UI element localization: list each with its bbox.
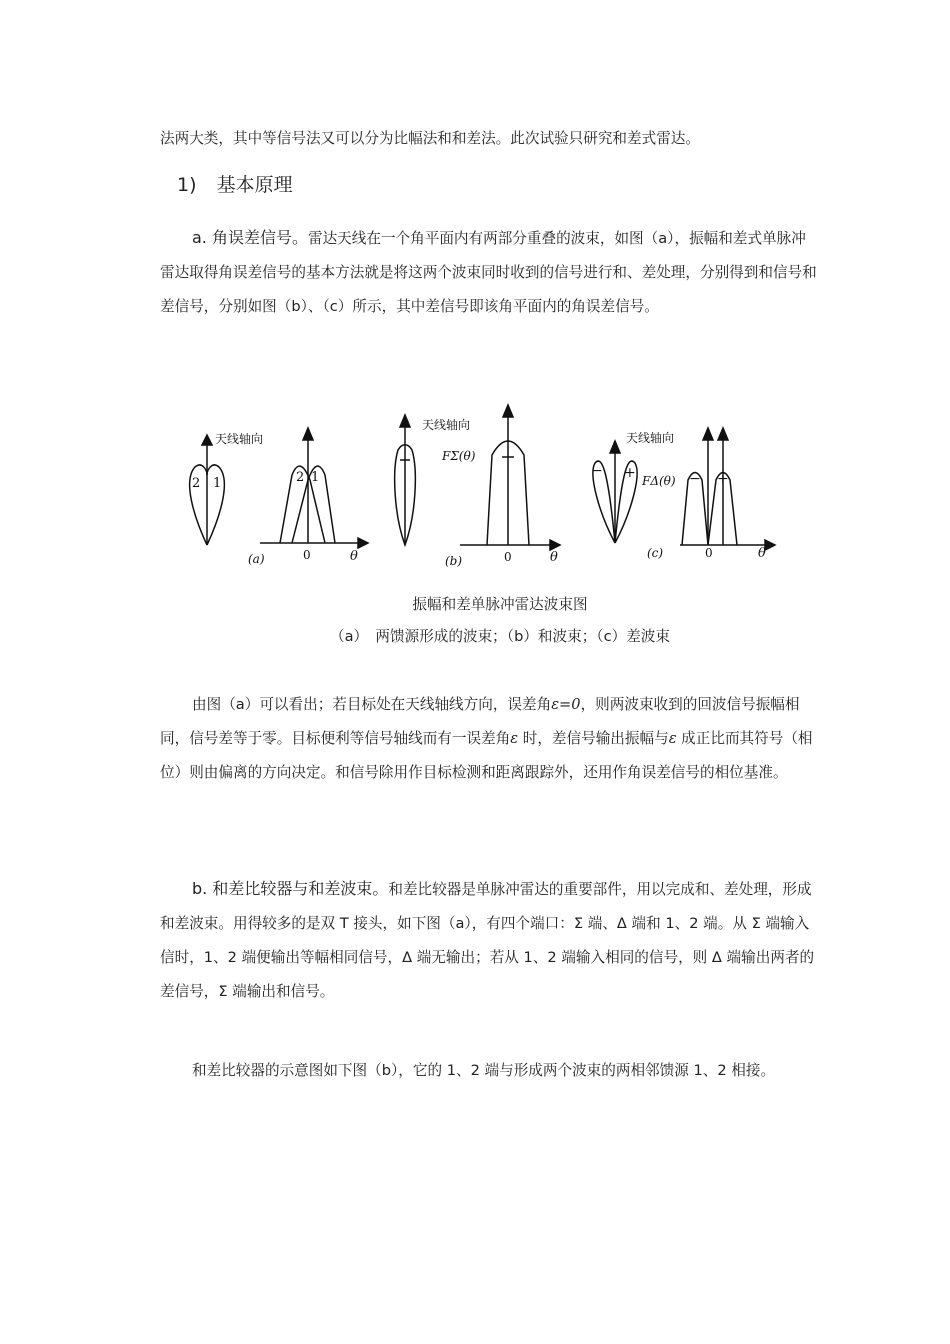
axis-label-a: 天线轴向 — [215, 432, 264, 446]
paragraph-body: 和差比较器是单脉冲雷达的重要部件，用以完成和、差处理，形成和差波束。用得较多的是双 T 接头，如下图（a），有四个端口：Σ 端、Δ 端和 1、2 端。从 Σ 端输入信时，1、2 端便输出等幅相同信号，Δ 端无输出；若从 1、2 端输入相同的信号，则 Δ 端输出两者的差信号，Σ 端输出和信号。 — [160, 881, 815, 1000]
zero-label-b: 0 — [504, 550, 512, 564]
axis-label-b: 天线轴向 — [422, 418, 471, 432]
intro-paragraph: 法两大类，其中等信号法又可以分为比幅法和和差法。此次试验只研究和差式雷达。 — [160, 130, 700, 147]
sum-function-label: FΣ(θ) — [442, 449, 476, 463]
paragraph-comparator — [160, 872, 820, 1009]
theta-label-b: θ — [550, 550, 558, 565]
paragraph-schematic: 和差比较器的示意图如下图（b），它的 1、2 端与形成两个波束的两相邻馈源 1、2 相接。 — [192, 1062, 776, 1079]
text-segment: ，则两波束收到的回波信号振幅相同，信号差等于零。目标便利等信号轴线而有一误差角 — [160, 696, 800, 747]
symbol-epsilon: ε — [510, 730, 519, 747]
minus-sign-graph: − — [689, 471, 701, 487]
graph-lobe-label-2: 2 — [296, 470, 305, 485]
axis-label-c: 天线轴向 — [626, 431, 675, 445]
theta-label-c: θ — [758, 546, 766, 561]
figure-caption-title: 振幅和差单脉冲雷达波束图 — [412, 596, 588, 613]
lobe-label-2: 2 — [192, 476, 201, 491]
minus-sign-antenna: − — [591, 463, 603, 479]
text-segment: 时，差信号输出振幅与 — [518, 730, 669, 747]
graph-lobe-label-1: 1 — [311, 470, 320, 485]
plus-sign-graph: + — [717, 471, 729, 487]
paragraph-lead: b. 和差比较器与和差波束。 — [192, 879, 389, 898]
paragraph-lead: a. 角误差信号。 — [192, 228, 308, 247]
section-number: 1) — [177, 174, 197, 196]
lobe-label-1: 1 — [213, 476, 222, 491]
paragraph-body: 雷达天线在一个角平面内有两部分重叠的波束，如图（a），振幅和差式单脉冲雷达取得角误差信号的基本方法就是将这两个波束同时收到的信号进行和、差处理，分别得到和信号和差信号，分别如图（b）、（c）所示，其中差信号即该角平面内的角误差信号。 — [160, 230, 817, 315]
theta-label-a: θ — [350, 549, 358, 564]
panel-label-b: (b) — [445, 554, 463, 568]
text-segment: 成正比而其符号（相位）则由偏离的方向决定。和信号除用作目标检测和距离跟踪外，还用作角误差信号的相位基准。 — [160, 730, 813, 781]
diff-function-label: FΔ(θ) — [642, 474, 676, 488]
section-heading — [177, 170, 293, 197]
zero-label-c: 0 — [705, 546, 713, 560]
plus-sign-antenna: + — [624, 465, 636, 481]
panel-label-c: (c) — [647, 546, 664, 560]
paragraph-angle-error — [160, 221, 820, 324]
beam-figure — [160, 395, 800, 580]
paragraph-error-angle — [160, 688, 820, 790]
figure-caption-subtitle: （a） 两馈源形成的波束；（b）和波束；（c）差波束 — [330, 628, 670, 645]
zero-label-a: 0 — [303, 548, 311, 562]
equation-epsilon-zero: ε=0 — [551, 696, 581, 713]
symbol-epsilon: ε — [668, 730, 677, 747]
panel-label-a: (a) — [248, 552, 265, 566]
section-title: 基本原理 — [216, 174, 293, 196]
text-segment: 由图（a）可以看出；若目标处在天线轴线方向，误差角 — [192, 696, 552, 713]
